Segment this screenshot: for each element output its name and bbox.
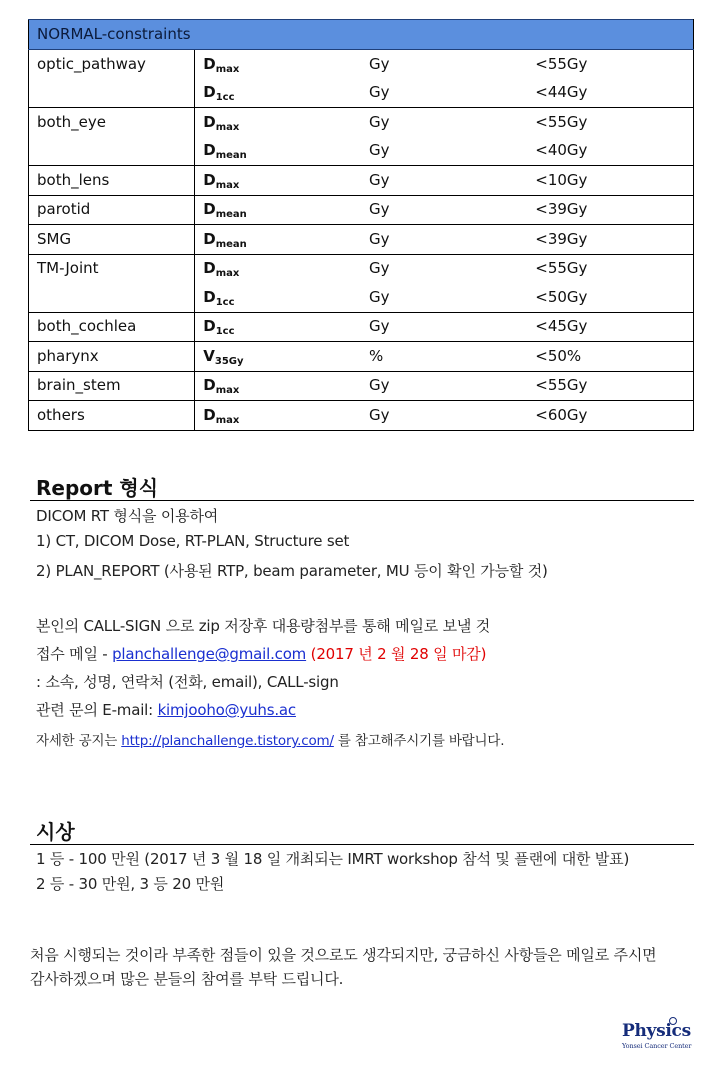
dose-metric-cell bbox=[195, 50, 361, 79]
dose-metric bbox=[203, 171, 239, 189]
table-row bbox=[29, 371, 694, 401]
dose-symbol: D bbox=[203, 287, 216, 306]
award-line-first: 1 등 - 100 만원 (2017 년 3 월 18 일 개최되는 IMRT workshop 참석 및 플랜에 대한 발표) bbox=[36, 850, 630, 868]
table-row bbox=[29, 79, 694, 108]
logo-subtitle: Yonsei Cancer Center bbox=[622, 1042, 692, 1050]
organ-cell: optic_pathway bbox=[29, 50, 195, 79]
dose-metric-cell bbox=[195, 137, 361, 166]
dose-metric bbox=[203, 406, 239, 424]
dose-metric bbox=[203, 83, 235, 104]
dose-metric bbox=[203, 288, 234, 306]
unit-cell: Gy bbox=[361, 50, 527, 79]
dose-subscript: mean bbox=[215, 209, 247, 221]
dose-subscript: mean bbox=[215, 150, 247, 162]
dose-subscript: mean bbox=[215, 238, 247, 250]
dose-symbol: D bbox=[203, 170, 216, 189]
mail-prefix: 접수 메일 - bbox=[36, 645, 113, 663]
limit-cell: <55Gy bbox=[527, 108, 693, 137]
dose-symbol: D bbox=[203, 141, 216, 160]
report-line-plan-report: 2) PLAN_REPORT (사용된 RTP, beam parameter, MU 등이 확인 가능할 것) bbox=[36, 562, 548, 580]
dose-metric bbox=[203, 141, 247, 162]
dose-symbol: D bbox=[203, 83, 216, 102]
unit-cell: Gy bbox=[361, 371, 527, 401]
dose-subscript: 1cc bbox=[215, 92, 235, 104]
dose-subscript: max bbox=[215, 63, 240, 75]
limit-cell: <45Gy bbox=[527, 312, 693, 342]
dose-metric-cell bbox=[195, 225, 361, 255]
dose-metric bbox=[203, 347, 243, 365]
dose-symbol: D bbox=[203, 200, 216, 219]
dose-subscript: 35Gy bbox=[214, 355, 244, 367]
notice-url-link[interactable]: http://planchallenge.tistory.com/ bbox=[121, 733, 334, 749]
dose-symbol: D bbox=[203, 376, 216, 395]
dose-subscript: 1cc bbox=[215, 326, 235, 338]
organ-cell: both_cochlea bbox=[29, 312, 195, 342]
dose-metric bbox=[203, 259, 240, 280]
dose-metric-cell bbox=[195, 254, 361, 283]
limit-cell: <60Gy bbox=[527, 401, 693, 431]
dose-metric bbox=[203, 230, 247, 248]
unit-cell: Gy bbox=[361, 225, 527, 255]
award-section-title: 시상 bbox=[36, 820, 75, 844]
organ-cell: SMG bbox=[29, 225, 195, 255]
table-row bbox=[29, 50, 694, 79]
dose-symbol: D bbox=[203, 317, 216, 336]
dose-symbol: V bbox=[203, 346, 215, 365]
deadline-text: (2017 년 2 월 28 일 마감) bbox=[306, 645, 487, 663]
report-section-title: Report 형식 bbox=[36, 476, 159, 500]
limit-cell: <55Gy bbox=[527, 371, 693, 401]
organ-cell: pharynx bbox=[29, 342, 195, 372]
limit-cell: <50Gy bbox=[527, 283, 693, 312]
dose-metric bbox=[203, 376, 240, 397]
dose-subscript: max bbox=[215, 179, 240, 191]
limit-cell: <55Gy bbox=[527, 50, 693, 79]
inquiry-email-link[interactable]: kimjooho@yuhs.ac bbox=[157, 701, 296, 719]
dose-metric-cell bbox=[195, 283, 361, 312]
closing-line-2: 감사하겠으며 많은 분들의 참여를 부탁 드립니다. bbox=[30, 970, 344, 988]
table-row bbox=[29, 108, 694, 137]
table-row bbox=[29, 312, 694, 342]
limit-cell: <39Gy bbox=[527, 195, 693, 225]
physics-logo bbox=[622, 1021, 694, 1055]
unit-cell: Gy bbox=[361, 195, 527, 225]
table-row bbox=[29, 195, 694, 225]
unit-cell: Gy bbox=[361, 166, 527, 196]
unit-cell: Gy bbox=[369, 141, 390, 160]
dose-metric-cell bbox=[195, 195, 361, 225]
organ-cell: parotid bbox=[29, 195, 195, 225]
dose-metric bbox=[203, 55, 239, 73]
dose-subscript: max bbox=[215, 414, 240, 426]
logo-atom-icon bbox=[669, 1017, 677, 1025]
report-line-callsign: 본인의 CALL-SIGN 으로 zip 저장후 대용량첨부를 통해 메일로 보낼 것 bbox=[36, 617, 491, 635]
report-line-dicom: DICOM RT 형식을 이용하여 bbox=[36, 507, 219, 525]
table-row bbox=[29, 225, 694, 255]
organ-cell bbox=[29, 79, 195, 108]
dose-symbol: D bbox=[203, 112, 216, 131]
unit-cell: Gy bbox=[361, 401, 527, 431]
table-row bbox=[29, 342, 694, 372]
dose-metric-cell bbox=[195, 342, 361, 372]
dose-subscript: max bbox=[215, 121, 240, 133]
report-line-notice bbox=[36, 729, 504, 749]
dose-metric-cell bbox=[195, 166, 361, 196]
unit-cell: Gy bbox=[361, 254, 527, 283]
unit-cell: % bbox=[361, 342, 527, 372]
table-row bbox=[29, 254, 694, 283]
table-row bbox=[29, 166, 694, 196]
closing-line-1: 처음 시행되는 것이라 부족한 점들이 있을 것으로도 생각되지만, 궁금하신 사항들은 메일로 주시면 bbox=[30, 946, 657, 964]
organ-cell: others bbox=[29, 401, 195, 431]
table-row bbox=[29, 137, 694, 166]
report-line-mail bbox=[36, 643, 486, 664]
unit-cell: Gy bbox=[369, 83, 390, 102]
report-divider bbox=[30, 500, 694, 501]
unit-cell: Gy bbox=[361, 108, 527, 137]
limit-cell: <10Gy bbox=[527, 166, 693, 196]
dose-symbol: D bbox=[203, 259, 216, 278]
dose-metric bbox=[203, 113, 239, 131]
normal-constraints-table bbox=[28, 19, 694, 431]
organ-cell bbox=[29, 283, 195, 312]
report-line-info: : 소속, 성명, 연락처 (전화, email), CALL-sign bbox=[36, 673, 339, 691]
table-header-row bbox=[29, 20, 694, 50]
notice-suffix: 를 참고해주시기를 바랍니다. bbox=[333, 733, 505, 749]
dose-symbol: D bbox=[203, 54, 216, 73]
dose-metric-cell bbox=[195, 108, 361, 137]
unit-cell: Gy bbox=[369, 287, 390, 306]
dose-subscript: max bbox=[215, 268, 240, 280]
unit-cell: Gy bbox=[361, 312, 527, 342]
limit-cell: <55Gy bbox=[527, 254, 693, 283]
award-divider bbox=[30, 844, 694, 845]
limit-cell: <39Gy bbox=[527, 225, 693, 255]
logo-word: Physics bbox=[622, 1021, 691, 1041]
limit-cell: <40Gy bbox=[527, 137, 693, 166]
organ-cell: TM-Joint bbox=[29, 254, 195, 283]
dose-metric-cell bbox=[195, 312, 361, 342]
organ-cell: both_eye bbox=[29, 108, 195, 137]
dose-subscript: max bbox=[215, 385, 240, 397]
dose-metric bbox=[203, 200, 247, 221]
notice-prefix: 자세한 공지는 bbox=[36, 733, 122, 749]
table-row bbox=[29, 401, 694, 431]
organ-cell: brain_stem bbox=[29, 371, 195, 401]
dose-metric-cell bbox=[195, 79, 361, 108]
organ-cell bbox=[29, 137, 195, 166]
constraints-table-body bbox=[29, 20, 694, 431]
limit-cell: <50% bbox=[527, 342, 693, 372]
dose-subscript: 1cc bbox=[215, 296, 235, 308]
dose-metric-cell bbox=[195, 371, 361, 401]
report-line-ct: 1) CT, DICOM Dose, RT-PLAN, Structure set bbox=[36, 532, 350, 550]
dose-metric bbox=[203, 317, 235, 338]
dose-metric-cell bbox=[195, 401, 361, 431]
table-row bbox=[29, 283, 694, 312]
inquiry-prefix: 관련 문의 E-mail: bbox=[36, 701, 158, 719]
submission-email-link[interactable]: planchallenge@gmail.com bbox=[112, 645, 307, 663]
report-line-inquiry bbox=[36, 699, 296, 720]
dose-symbol: D bbox=[203, 405, 216, 424]
limit-cell: <44Gy bbox=[527, 79, 693, 108]
dose-symbol: D bbox=[203, 229, 216, 248]
organ-cell: both_lens bbox=[29, 166, 195, 196]
award-line-second: 2 등 - 30 만원, 3 등 20 만원 bbox=[36, 875, 225, 893]
table-header: NORMAL-constraints bbox=[29, 20, 694, 50]
